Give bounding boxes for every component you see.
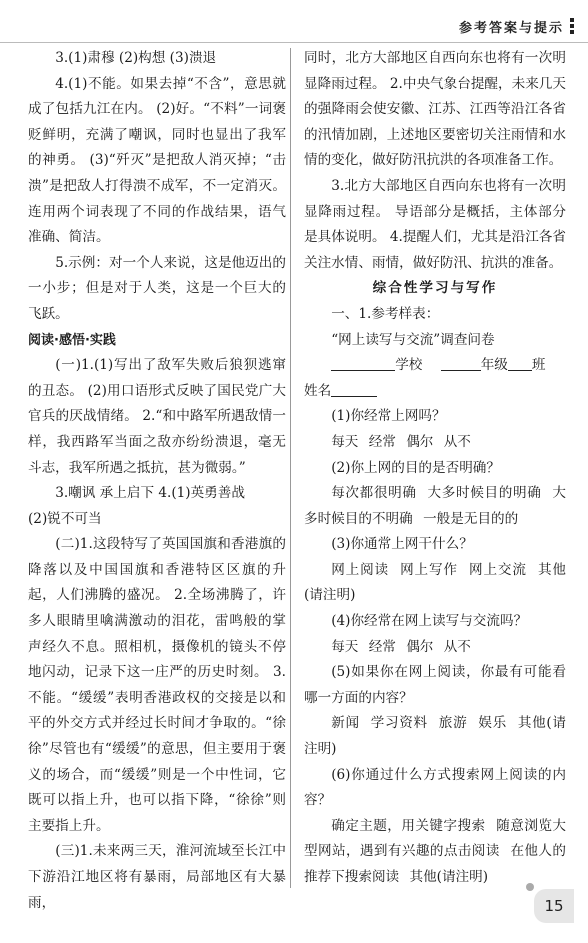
reading-part-3: (三)1.未来两三天，淮河流域至长江中下游沿江地区将有暴雨，局部地区有大暴雨， — [28, 843, 286, 911]
reading-part-3-answers: 3.北方大部地区自西向东也将有一次明显降雨过程。 导语部分是概括，主体部分是具体说明。 4.提醒人们，尤其是沿江各省关注水情、雨情，做好防汛、抗洪的准备。 — [304, 177, 566, 271]
question-4: (4)你经常在网上读写与交流吗？ — [331, 613, 528, 630]
question-5: (5)如果你在网上阅读，你最有可能看哪一方面的内容？ — [304, 664, 566, 706]
name-blank — [331, 382, 377, 397]
header-marker-icon — [570, 18, 574, 34]
question-3: (3)你通常上网干什么？ — [331, 536, 473, 553]
question-3-options: 网上阅读 网上写作 网上交流 其他(请注明) — [304, 561, 566, 604]
question-6-options: 确定主题，用关键字搜索 随意浏览大型网站，遇到有兴趣的点击阅读 在他人的推荐下搜索阅读 其他(请注明) — [304, 817, 566, 885]
header-title: 参考答案与提示 — [458, 20, 564, 36]
grade-label: 年级 — [480, 357, 508, 374]
survey-form-line — [304, 353, 566, 379]
question-1-options: 每天 经常 偶尔 从不 — [331, 433, 471, 450]
right-column — [304, 46, 566, 891]
column-divider — [290, 48, 291, 888]
question-2-options: 每次都很明确 大多时候目的明确 大多时候目的不明确 一般是无目的的 — [304, 485, 566, 527]
page-dot-icon — [526, 883, 534, 891]
reading-part-1-cont: 3.嘲讽 承上启下 4.(1)英勇善战 — [55, 485, 245, 502]
section-title-reading: 阅读·感悟·实践 — [28, 332, 116, 348]
answer-3: 3.(1)肃穆 (2)构想 (3)溃退 — [55, 50, 217, 66]
class-label: 班 — [531, 357, 546, 374]
question-6: (6)你通过什么方式搜索网上阅读的内容？ — [304, 766, 566, 809]
question-4-options: 每天 经常 偶尔 从不 — [331, 638, 471, 655]
survey-title: “网上读写与交流”调查问卷 — [331, 331, 495, 348]
reading-part-1: (一)1.(1)写出了敌军失败后狼狈逃窜的丑态。 (2)用口语形式反映了国民党广大官兵的厌战情绪。 2.“和中路军所遇敌情一样，我西路军当面之敌亦纷纷溃退，毫无斗志，我军所遇之抵抗，甚为微弱。” — [28, 357, 286, 476]
school-label: 学校 — [395, 357, 423, 374]
answer-5: 5.示例：对一个人来说，这是他迈出的一小步；但是对于人类，这是一个巨大的飞跃。 — [28, 254, 286, 322]
page-header — [459, 14, 574, 38]
name-label: 姓名 — [304, 382, 332, 399]
reading-part-3-cont: 同时，北方大部地区自西向东也将有一次明显降雨过程。 2.中央气象台提醒，未来几天的强降雨会使安徽、江苏、江西等沿江各省的汛情加剧，上述地区要密切关注雨情和水情的变化，做好防汛抗洪的各项准备工作。 — [304, 50, 566, 169]
class-blank — [508, 356, 532, 371]
school-blank — [331, 356, 395, 371]
left-column — [28, 46, 286, 916]
question-1: (1)你经常上网吗？ — [331, 408, 446, 425]
reading-part-1-end: (2)锐不可当 — [28, 510, 102, 527]
grade-blank — [441, 356, 481, 371]
question-2: (2)你上网的目的是否明确？ — [331, 459, 500, 476]
question-5-options: 新闻 学习资料 旅游 娱乐 其他(请注明) — [304, 715, 566, 758]
page-number: 15 — [534, 889, 574, 923]
reading-part-2: (二)1.这段特写了英国国旗和香港旗的降落以及中国国旗和香港特区区旗的升起，人们沸腾的盛况。 2.全场沸腾了，许多人眼睛里噙满激动的泪花，雷鸣般的掌声经久不息。照相机，摄像机的镜头不停地闪动，记录下这一庄严的历史时刻。 3.不能。“缓缓”表明香港政权的交接是以和平的外交方式并经过长时间才争取的。“徐徐”尽管也有“缓缓”的意思，但主要用于褒义的场合，而“缓缓”则是一个中性词，它既可以指上升，也可以指下降，“徐徐”则主要指上升。 — [28, 536, 286, 834]
sample-table-label: 一、1.参考样表： — [331, 305, 440, 322]
answer-4: 4.(1)不能。如果去掉“不含”，意思就成了包括九江在内。 (2)好。“不料”一词褒贬鲜明，充满了嘲讽，同时也显出了我军的神勇。 (3)“歼灭”是把敌人消灭掉；“击溃”是把敌人打得溃不成军，不一定消灭。连用两个词表现了不同的作战结果，语气准确、简洁。 — [28, 75, 286, 246]
header-rule — [0, 42, 588, 43]
survey-name-line — [304, 379, 566, 405]
section-title-writing: 综合性学习与写作 — [372, 280, 498, 297]
